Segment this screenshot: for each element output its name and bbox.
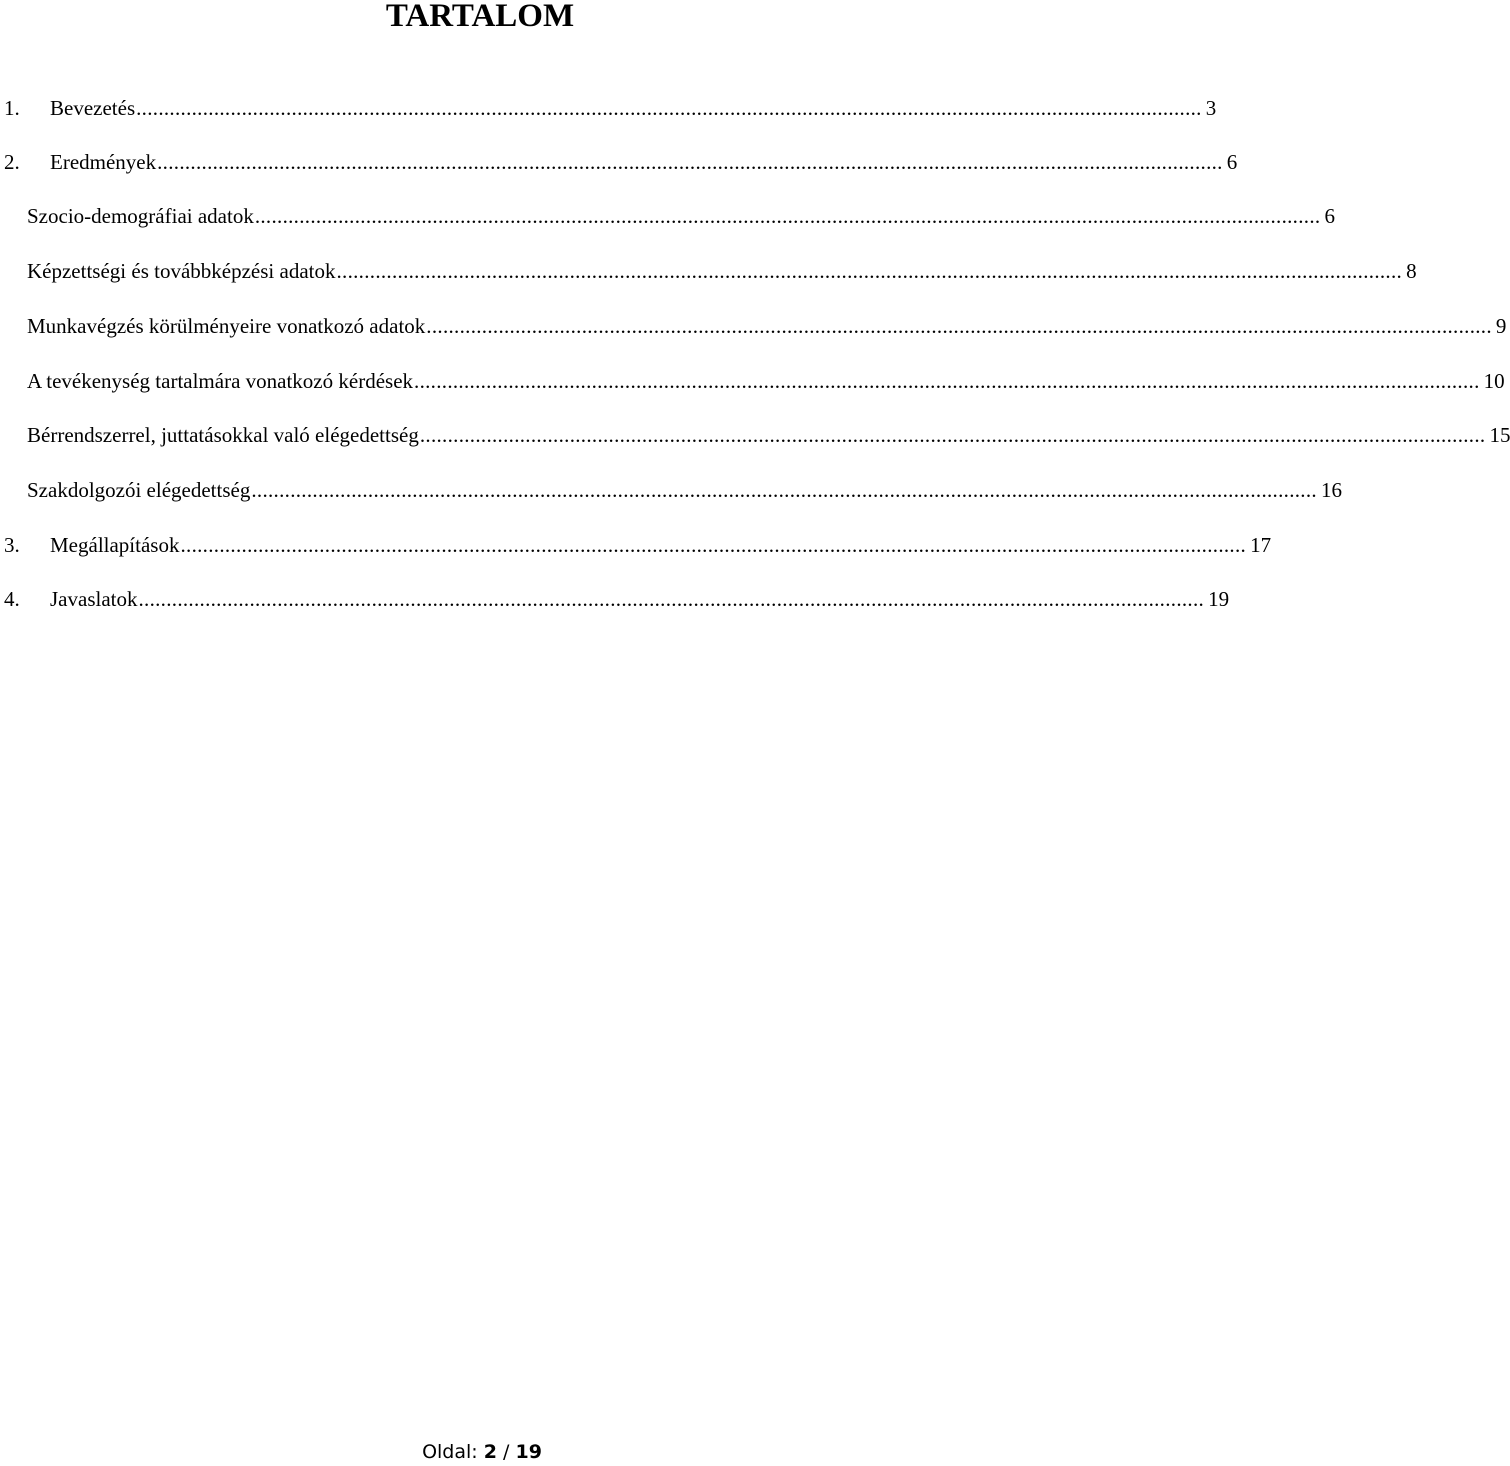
toc-label: Megállapítások <box>50 533 180 557</box>
toc-label: Bevezetés <box>50 96 136 120</box>
toc-number: 2. <box>4 150 20 174</box>
toc-entry-kepzettsegi[interactable] <box>27 253 1417 289</box>
toc-number: 1. <box>4 96 20 120</box>
toc-leader: ................................................................................................................................................................................................ <box>251 478 1317 502</box>
toc-leader: ................................................................................................................................................................................................ <box>414 369 1480 393</box>
toc-leader: ................................................................................................................................................................................................ <box>254 204 1321 228</box>
toc-leader: ................................................................................................................................................................................................ <box>136 96 1202 120</box>
toc-label: Szocio-demográfiai adatok <box>27 204 254 228</box>
toc-leader: ................................................................................................................................................................................................ <box>138 587 1205 611</box>
footer-separator: / <box>503 1441 510 1463</box>
toc-leader: ................................................................................................................................................................................................ <box>180 533 1247 557</box>
toc-entry-berrendszer[interactable] <box>27 417 1510 453</box>
toc-entry-bevezetes[interactable] <box>4 90 1217 126</box>
toc-leader: ................................................................................................................................................................................................ <box>426 314 1492 338</box>
toc-page-number: 15 <box>1489 423 1510 447</box>
toc-entry-megallapitasok[interactable] <box>4 527 1272 563</box>
toc-leader: ................................................................................................................................................................................................ <box>157 150 1223 174</box>
toc-page-number: 3 <box>1205 96 1217 120</box>
toc-page-number: 16 <box>1320 478 1342 502</box>
page-footer <box>0 1438 960 1466</box>
toc-label: Javaslatok <box>50 587 138 611</box>
toc-page-number: 17 <box>1250 533 1272 557</box>
toc-number: 3. <box>4 533 20 557</box>
toc-entry-tevekenyseg[interactable] <box>27 363 1505 399</box>
footer-prefix: Oldal: <box>422 1441 478 1463</box>
toc-label: Bérrendszerrel, juttatásokkal való elégedettség <box>27 423 419 447</box>
toc-entry-javaslatok[interactable] <box>4 581 1230 617</box>
toc-label: Szakdolgozói elégedettség <box>27 478 251 502</box>
toc-page-number: 8 <box>1406 259 1417 283</box>
toc-entry-munkavegzes[interactable] <box>27 308 1507 344</box>
toc-leader: ................................................................................................................................................................................................ <box>419 423 1486 447</box>
footer-current-page: 2 <box>483 1441 497 1463</box>
page-title: TARTALOM <box>385 0 575 34</box>
toc-page-number: 19 <box>1208 587 1230 611</box>
toc-label: Eredmények <box>50 150 157 174</box>
toc-page-number: 9 <box>1495 314 1507 338</box>
toc-leader: ................................................................................................................................................................................................ <box>336 259 1403 283</box>
toc-label: Képzettségi és továbbképzési adatok <box>27 259 336 283</box>
toc-page-number: 6 <box>1226 150 1238 174</box>
toc-page-number: 6 <box>1324 204 1335 228</box>
toc-entry-szocio-demografiai[interactable] <box>27 198 1335 234</box>
toc-page-number: 10 <box>1483 369 1505 393</box>
toc-entry-szakdolgozoi[interactable] <box>27 472 1342 508</box>
toc-label: Munkavégzés körülményeire vonatkozó adatok <box>27 314 426 338</box>
toc-entry-eredmenyek[interactable] <box>4 144 1238 180</box>
footer-total-pages: 19 <box>515 1441 542 1463</box>
toc-label: A tevékenység tartalmára vonatkozó kérdések <box>27 369 414 393</box>
toc-number: 4. <box>4 587 20 611</box>
